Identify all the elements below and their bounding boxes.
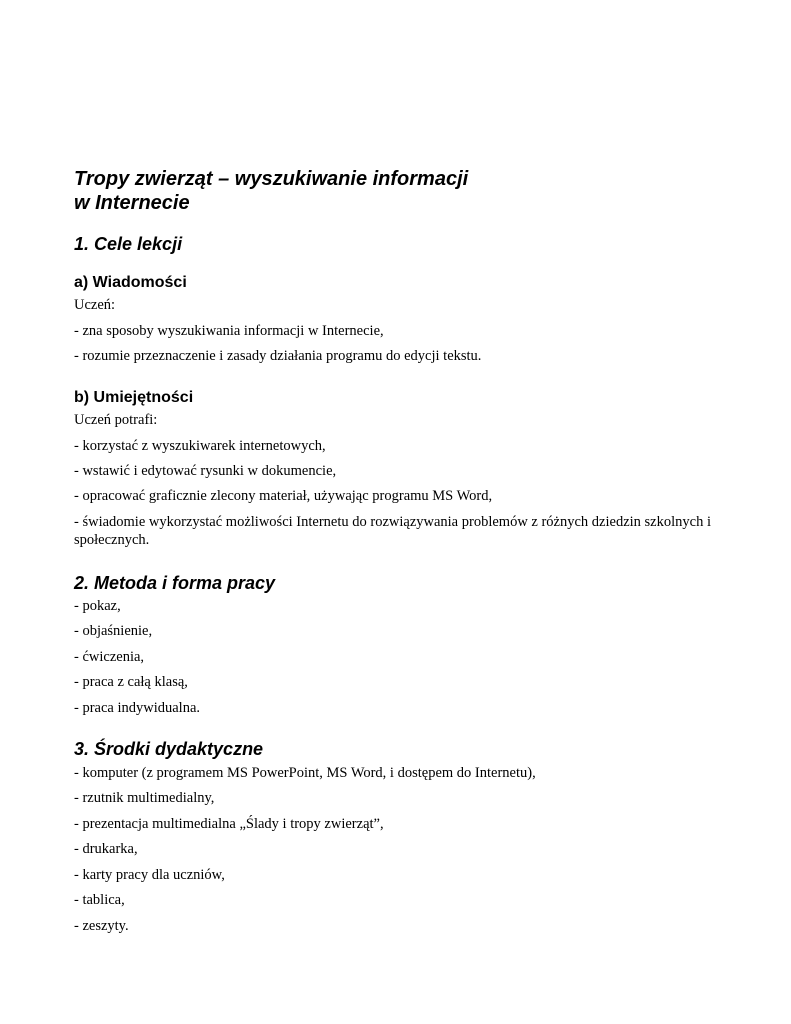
section-3-item: - komputer (z programem MS PowerPoint, MS Word, i dostępem do Internetu), (74, 765, 536, 781)
section-2-heading: 2. Metoda i forma pracy (74, 573, 276, 593)
document-title-line-2: w Internecie (74, 192, 190, 214)
section-1b-item: - opracować graficznie zlecony materiał, używając programu MS Word, (74, 488, 493, 504)
document-title (74, 167, 714, 215)
section-2-item: - pokaz, (74, 598, 121, 614)
section-3-item: - rzutnik multimedialny, (74, 790, 215, 806)
section-1b-heading: b) Umiejętności (74, 389, 194, 406)
section-1a-item: - zna sposoby wyszukiwania informacji w Internecie, (74, 323, 384, 339)
document-title-line-1: Tropy zwierząt – wyszukiwanie informacji (74, 168, 469, 190)
section-3-heading: 3. Środki dydaktyczne (74, 739, 264, 759)
section-2-item: - praca indywidualna. (74, 700, 201, 716)
section-1a-intro: Uczeń: (74, 297, 116, 313)
section-1b-item: - świadomie wykorzystać możliwości Internetu do rozwiązywania problemów z różnych dziedzin szkolnych i społecznych. (74, 514, 711, 548)
section-3-item: - zeszyty. (74, 918, 129, 934)
section-1b-item: - korzystać z wyszukiwarek internetowych, (74, 438, 326, 454)
section-1-heading: 1. Cele lekcji (74, 234, 183, 254)
section-1b-intro: Uczeń potrafi: (74, 412, 158, 428)
section-1b-item: - wstawić i edytować rysunki w dokumencie, (74, 463, 337, 479)
section-3-item: - prezentacja multimedialna „Ślady i tropy zwierząt”, (74, 816, 384, 832)
section-1a-heading: a) Wiadomości (74, 274, 187, 291)
section-2-item: - praca z całą klasą, (74, 674, 188, 690)
section-3-item: - drukarka, (74, 841, 138, 857)
section-3-item: - karty pracy dla uczniów, (74, 867, 225, 883)
section-3-item: - tablica, (74, 892, 125, 908)
section-2-item: - objaśnienie, (74, 623, 153, 639)
section-2-item: - ćwiczenia, (74, 649, 145, 665)
section-1a-item: - rozumie przeznaczenie i zasady działania programu do edycji tekstu. (74, 348, 482, 364)
